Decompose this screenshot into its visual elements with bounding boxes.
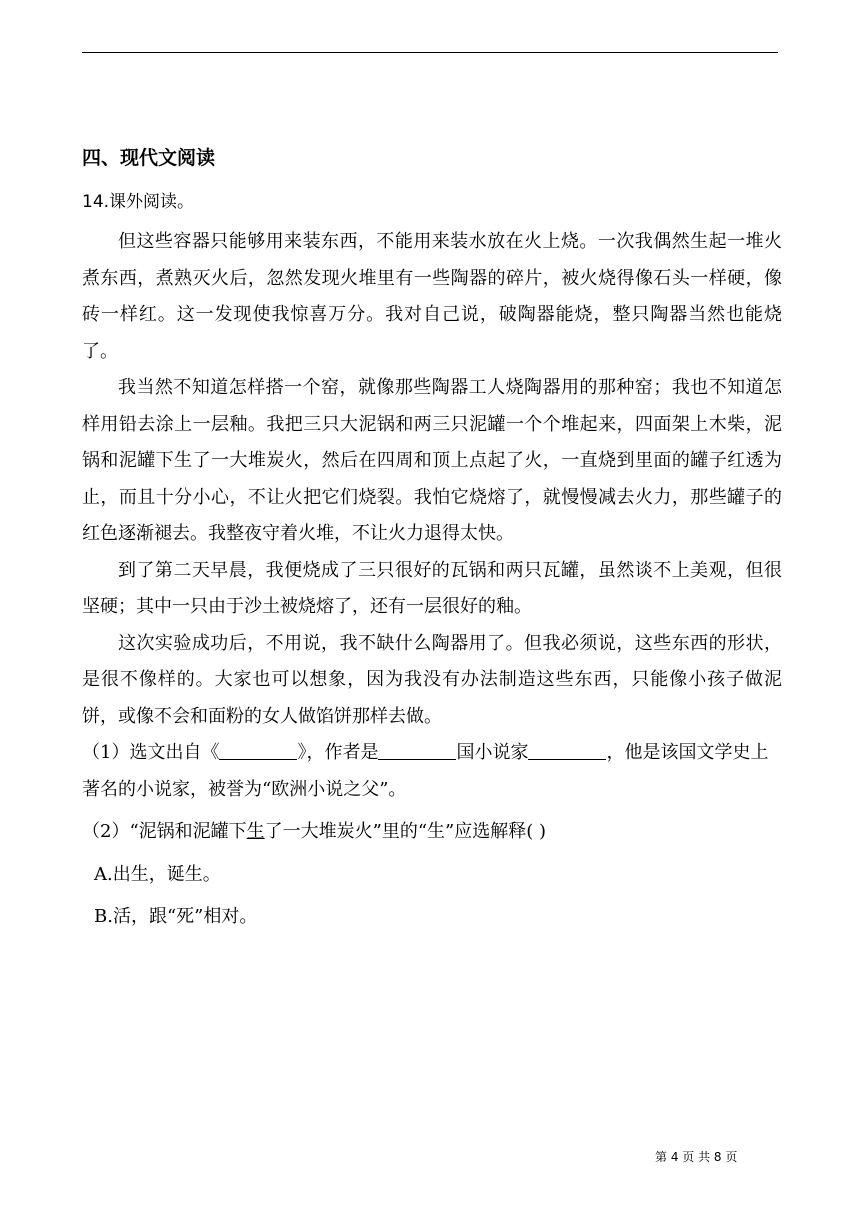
option-b[interactable]: B.活，跟“死”相对。 — [94, 906, 258, 927]
passage-paragraph-3: 到了第二天早晨，我便烧成了三只很好的瓦锅和两只瓦罐，虽然谈不上美观，但很坚硬；其中一只由于沙土被烧熔了，还有一层很好的釉。 — [82, 559, 782, 617]
section-title: 四、现代文阅读 — [82, 147, 216, 169]
sub-question-2-prefix: （2）“泥锅和泥罐下 — [82, 821, 247, 842]
question-title: 14.课外阅读。 — [82, 192, 195, 212]
option-a[interactable]: A.出生，诞生。 — [94, 863, 221, 885]
sub-question-1-text-a: （1）选文出自《 — [82, 742, 220, 763]
sub-question-1-text-b: 》，作者是 — [297, 742, 379, 763]
sub-question-2-underlined: 生 — [246, 821, 265, 842]
blank-country[interactable] — [378, 741, 456, 760]
sub-question-1-text-d: ，他是该国文学史上著名的小说家，被誉为“欧洲小说之父”。 — [82, 742, 769, 800]
sub-question-2-suffix: 了一大堆炭火”里的“生”应选解释( ) — [264, 821, 547, 842]
passage-paragraph-1: 但这些容器只能够用来装东西，不能用来装水放在火上烧。一次我偶然生起一堆火煮东西，煮熟灭火后，忽然发现火堆里有一些陶器的碎片，被火烧得像石头一样硬，像砖一样红。这一发现使我惊喜万分。我对自己说，破陶器能烧，整只陶器当然也能烧了。 — [82, 231, 782, 362]
passage-paragraph-4: 这次实验成功后，不用说，我不缺什么陶器用了。但我必须说，这些东西的形状，是很不像样的。大家也可以想象，因为我没有办法制造这些东西，只能像小孩子做泥饼，或像不会和面粉的女人做馅饼那样去做。 — [82, 632, 782, 727]
blank-author[interactable] — [528, 741, 606, 760]
sub-question-2 — [82, 814, 782, 851]
document-content — [82, 140, 782, 936]
passage-paragraph-2: 我当然不知道怎样搭一个窑，就像那些陶器工人烧陶器用的那种窑；我也不知道怎样用铅去涂上一层釉。我把三只大泥锅和两三只泥罐一个个堆起来，四面架上木柴，泥锅和泥罐下生了一大堆炭火，然后在四周和顶上点起了火，一直烧到里面的罐子红透为止，而且十分小心，不让火把它们烧裂。我怕它烧熔了，就慢慢减去火力，那些罐子的红色逐渐褪去。我整夜守着火堆，不让火力退得太快。 — [82, 377, 782, 544]
sub-question-1 — [82, 735, 782, 808]
sub-question-1-text-c: 国小说家 — [456, 742, 529, 763]
page-number: 第 4 页 共 8 页 — [655, 1150, 738, 1164]
header-rule — [82, 52, 778, 53]
blank-book-title[interactable] — [219, 741, 297, 760]
